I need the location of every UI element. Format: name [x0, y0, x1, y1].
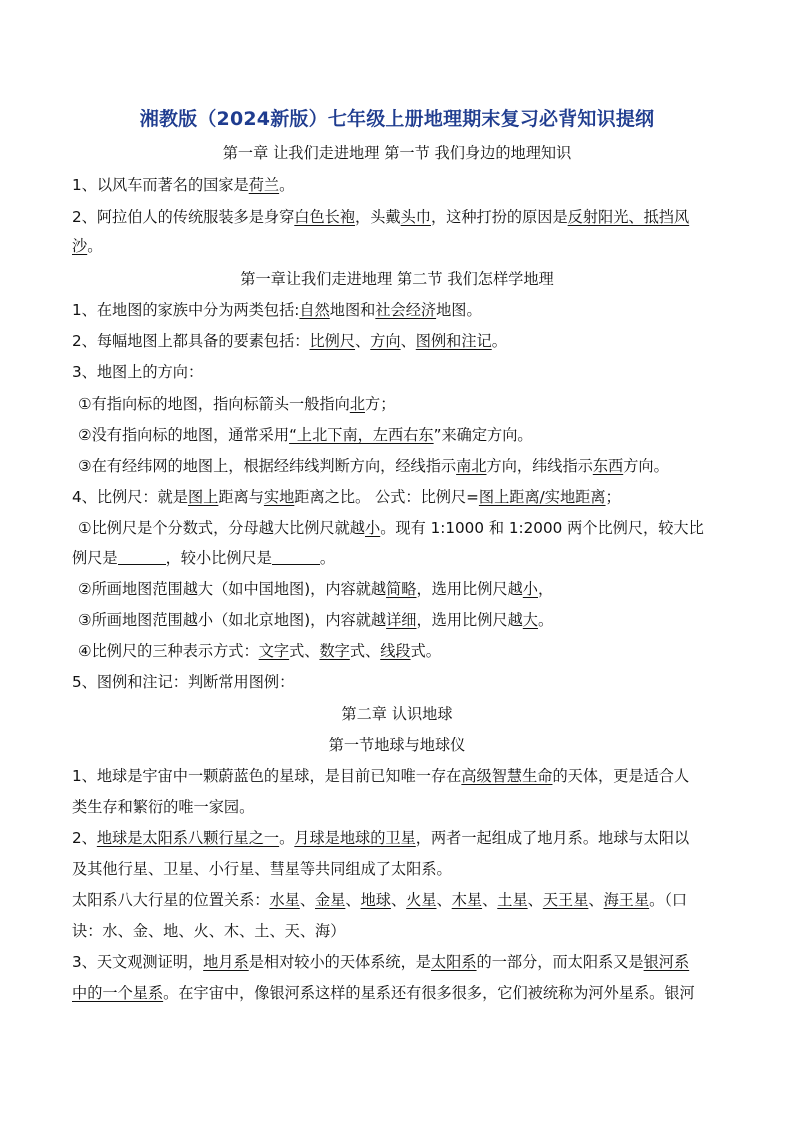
- planet-earth: 地球: [360, 891, 391, 909]
- answer-underline: 社会经济: [375, 301, 437, 319]
- answer-underline: 头巾: [400, 208, 431, 226]
- answer-underline: 线段: [380, 642, 411, 660]
- c2-item-2-continued: 及其他行星、卫星、小行星、彗星等共同组成了太阳系。: [72, 860, 452, 878]
- s2-item-4a: ①比例尺是个分数式，分母越大比例尺就越小。现有 1:1000 和 1:2000 两个比例尺，较大比: [78, 519, 704, 537]
- item-1-windmill: 1、以风车而著名的国家是荷兰。: [72, 176, 295, 194]
- answer-underline: 东西: [592, 457, 624, 475]
- answer-underline: 反射阳光、抵挡风: [567, 208, 690, 226]
- planet-neptune: 海王星: [603, 891, 650, 909]
- s2-item-5: 5、图例和注记：判断常用图例：: [72, 673, 295, 691]
- answer-underline: 银河系: [643, 953, 690, 971]
- item-2-arab-clothing: 2、阿拉伯人的传统服装多是身穿白色长袍，头戴头巾，这种打扮的原因是反射阳光、抵挡风: [72, 208, 690, 226]
- section-heading-ch2-s1: 第一节地球与地球仪: [328, 736, 466, 754]
- answer-underline: 南北: [456, 457, 487, 475]
- planet-uranus: 天王星: [542, 891, 589, 909]
- answer-underline: 小: [365, 519, 381, 537]
- answer-underline: 地球是太阳系八颗行星之一: [96, 829, 280, 847]
- answer-underline: 图例和注记: [415, 332, 492, 350]
- answer-underline: 月球是地球的卫星: [294, 829, 416, 847]
- answer-underline: 小: [522, 580, 538, 598]
- answer-underline: 高级智慧生命: [461, 767, 553, 785]
- document-title: 湘教版（2024新版）七年级上册地理期末复习必背知识提纲: [139, 108, 655, 130]
- c2-planet-order: 太阳系八大行星的位置关系：水星、金星、地球、火星、木星、土星、天王星、海王星。（口: [72, 891, 688, 909]
- answer-underline: 白色长袍: [294, 208, 356, 226]
- answer-underline: “上北下南，左西右东: [289, 426, 434, 444]
- s2-item-4d: ④比例尺的三种表示方式：文字式、数字式、线段式。: [78, 642, 441, 660]
- chapter-heading-ch2: 第二章 认识地球: [341, 705, 453, 723]
- answer-underline: 北: [349, 395, 365, 413]
- answer-underline: 比例尺: [309, 332, 356, 350]
- s2-item-4a-continued: 例尺是 ，较小比例尺是 。: [72, 549, 336, 567]
- answer-underline: 沙: [72, 237, 88, 255]
- answer-underline: 中的一个星系: [72, 984, 164, 1002]
- answer-underline: 文字: [258, 642, 290, 660]
- c2-item-3-continued: 中的一个星系。在宇宙中，像银河系这样的星系还有很多很多，它们被统称为河外星系。银河: [72, 984, 695, 1002]
- s2-item-4c: ③所画地图范围越小（如北京地图)，内容就越详细，选用比例尺越大。: [78, 611, 554, 629]
- s2-item-3b: ②没有指向标的地图，通常采用“上北下南，左西右东”来确定方向。: [78, 426, 533, 444]
- fill-in-blank[interactable]: [118, 550, 166, 565]
- answer-underline: 太阳系: [430, 953, 477, 971]
- c2-item-2: 2、地球是太阳系八颗行星之一。月球是地球的卫星，两者一起组成了地月系。地球与太阳以: [72, 829, 690, 847]
- fill-in-blank[interactable]: [272, 550, 320, 565]
- section-heading-ch1-s2: 第一章让我们走进地理 第二节 我们怎样学地理: [240, 270, 554, 288]
- answer-underline: 简略: [386, 580, 417, 598]
- answer-underline: 地月系: [203, 953, 249, 971]
- c2-item-1-continued: 类生存和繁衍的唯一家园。: [72, 798, 255, 816]
- s2-item-3c: ③在有经纬网的地图上，根据经纬线判断方向，经线指示南北方向，纬线指示东西方向。: [78, 457, 669, 475]
- s2-item-4: 4、比例尺：就是图上距离与实地距离之比。 公式：比例尺=图上距离/实地距离；: [72, 488, 621, 506]
- answer-underline: 荷兰: [248, 176, 280, 194]
- s2-item-3a: ①有指向标的地图，指向标箭头一般指向北方；: [78, 395, 396, 413]
- planet-venus: 金星: [315, 891, 346, 909]
- s2-item-4b: ②所画地图范围越大（如中国地图)，内容就越简略，选用比例尺越小，: [78, 580, 554, 598]
- c2-item-3: 3、天文观测证明，地月系是相对较小的天体系统，是太阳系的一部分，而太阳系又是银河系: [72, 953, 690, 971]
- planet-mars: 火星: [406, 891, 437, 909]
- answer-underline: 大: [522, 611, 538, 629]
- s2-item-1: 1、在地图的家族中分为两类包括:自然地图和社会经济地图。: [72, 301, 482, 319]
- planet-saturn: 土星: [497, 891, 528, 909]
- s2-item-2: 2、每幅地图上都具备的要素包括：比例尺、方向、图例和注记。: [72, 332, 507, 350]
- item-2-continued: 沙。: [72, 237, 103, 255]
- c2-item-1: 1、地球是宇宙中一颗蔚蓝色的星球，是目前已知唯一存在高级智慧生命的天体，更是适合人: [72, 767, 690, 785]
- s2-item-3: 3、地图上的方向：: [72, 363, 204, 381]
- answer-underline: 数字: [319, 642, 350, 660]
- section-heading-ch1-s1: 第一章 让我们走进地理 第一节 我们身边的地理知识: [222, 144, 572, 162]
- answer-underline: 实地: [263, 488, 295, 506]
- answer-underline: 自然: [299, 301, 330, 319]
- answer-underline: 详细: [386, 611, 417, 629]
- answer-underline: 方向: [370, 332, 401, 350]
- answer-underline: 图上距离/实地距离: [478, 488, 606, 506]
- answer-underline: 图上: [187, 488, 219, 506]
- planet-jupiter: 木星: [451, 891, 483, 909]
- planet-mercury: 水星: [269, 891, 300, 909]
- c2-planet-mnemonic: 诀：水、金、地、火、木、土、天、海）: [72, 922, 346, 940]
